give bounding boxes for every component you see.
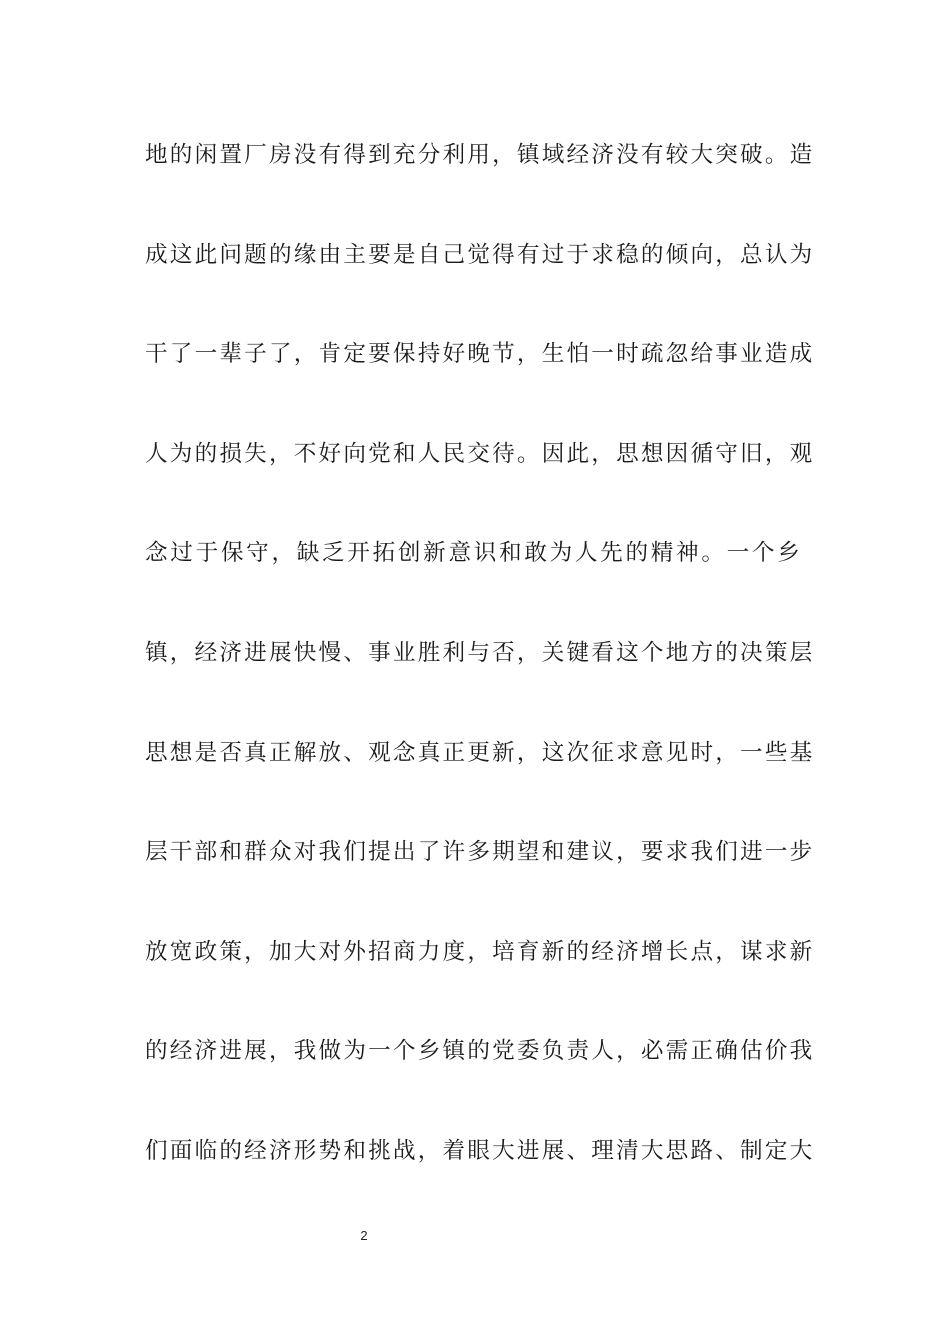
text-line: 地的闲置厂房没有得到充分利用，镇域经济没有较大突破。造 xyxy=(145,142,815,168)
text-line: 念过于保守，缺乏开拓创新意识和敢为人先的精神。一个乡 xyxy=(145,540,802,567)
text-line: 放宽政策，加大对外招商力度，培育新的经济增长点，谋求新 xyxy=(145,938,815,965)
body-text xyxy=(145,126,815,1222)
text-line: 成这此问题的缘由主要是自己觉得有过于求稳的倾向，总认为 xyxy=(145,241,815,268)
text-line: 的经济进展，我做为一个乡镇的党委负责人，必需正确估价我 xyxy=(145,1038,815,1065)
text-line: 思想是否真正解放、观念真正更新，这次征求意见时，一些基 xyxy=(145,739,815,766)
text-line: 们面临的经济形势和挑战，着眼大进展、理清大思路、制定大 xyxy=(145,1137,815,1164)
text-line: 层干部和群众对我们提出了许多期望和建议，要求我们进一步 xyxy=(145,839,815,866)
text-line: 镇，经济进展快慢、事业胜利与否，关键看这个地方的决策层 xyxy=(145,639,815,666)
text-line: 干了一辈子了，肯定要保持好晚节，生怕一时疏忽给事业造成 xyxy=(145,341,815,368)
text-line: 人为的损失，不好向党和人民交待。因此，思想因循守旧，观 xyxy=(145,440,815,467)
page-number: 2 xyxy=(360,1228,368,1243)
